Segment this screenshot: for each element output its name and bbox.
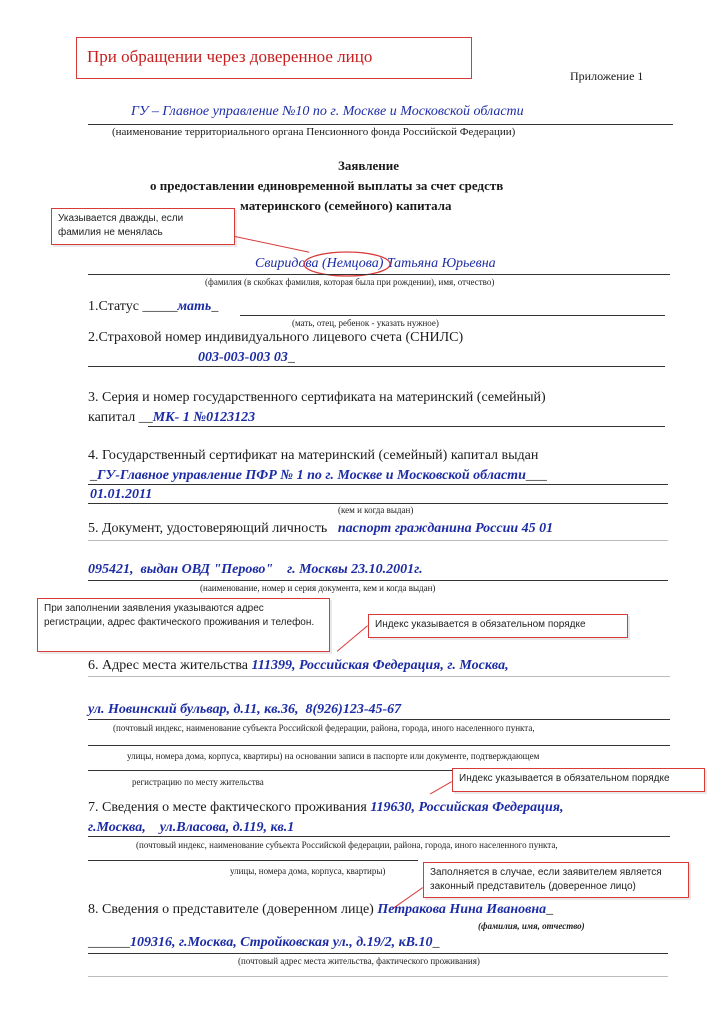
note-index-required-2: Индекс указывается в обязательном порядке (452, 768, 705, 792)
representative-row2: ______109316, г.Москва, Стройковская ул., д.19/2, кВ.10_ (88, 935, 440, 950)
status-line (240, 315, 665, 316)
representative-caption2: (почтовый адрес места жительства, фактического проживания) (238, 956, 480, 966)
actual-caption1: (почтовый индекс, наименование субъекта Российской федерации, района, города, иного населенного пункта, (136, 840, 558, 850)
certificate-label1: 3. Серия и номер государственного сертификата на материнский (семейный) (88, 390, 546, 405)
name-caption: (фамилия (в скобках фамилия, которая была при рождении), имя, отчество) (205, 277, 495, 287)
proxy-notice-box (76, 37, 472, 79)
document-line1 (88, 540, 668, 541)
bottom-line (88, 976, 668, 977)
note-index-arrow-1 (337, 625, 368, 651)
actual-value2: г.Москва, ул.Власова, д.119, кв.1 (88, 820, 295, 835)
note-index-arrow-2 (430, 781, 452, 794)
document-line2 (88, 580, 668, 581)
residence-value2: ул. Новинский бульвар, д.11, кв.36, 8(926)123-45-67 (88, 702, 402, 717)
status-label: 1.Статус _____мать_ (88, 299, 219, 314)
proxy-notice: При обращении через доверенное лицо (87, 47, 373, 66)
issued-label: 4. Государственный сертификат на материнский (семейный) капитал выдан (88, 448, 539, 463)
name-value: Свиридова (Немцова) Татьяна Юрьевна (255, 256, 496, 271)
issued-value1-row: _ГУ-Главное управление ПФР № 1 по г. Москве и Московской области___ (90, 468, 547, 483)
actual-line2 (88, 860, 418, 861)
document-label-row: 5. Документ, удостоверяющий личность паспорт гражданина России 45 01 (88, 521, 554, 536)
note-representative: Заполняется в случае, если заявителем является законный представитель (доверенное лицо) (423, 862, 689, 898)
residence-line3 (88, 745, 670, 746)
name-line (88, 274, 670, 275)
actual-line1 (88, 836, 670, 837)
representative-caption1: (фамилия, имя, отчество) (478, 921, 585, 931)
issued-caption: (кем и когда выдан) (338, 505, 414, 515)
note-surname-arrow (235, 236, 310, 253)
document-caption: (наименование, номер и серия документа, кем и когда выдан) (200, 583, 436, 593)
organ-line (88, 124, 673, 125)
residence-caption1: (почтовый индекс, наименование субъекта Российской федерации, района, города, иного населенного пункта, (113, 723, 535, 733)
representative-row: 8. Сведения о представителе (доверенном лице) Петракова Нина Ивановна_ (88, 902, 554, 917)
residence-caption3: регистрацию по месту жительства (132, 777, 264, 787)
certificate-label2: капитал __МК- 1 №0123123 (88, 410, 256, 425)
actual-row: 7. Сведения о месте фактического проживания 119630, Российская Федерация, (88, 800, 564, 815)
note-surname-twice: Указывается дважды, если фамилия не менялась (51, 208, 235, 245)
note-index-required-1: Индекс указывается в обязательном порядке (368, 614, 628, 638)
organ-value: ГУ – Главное управление №10 по г. Москве и Московской области (131, 104, 524, 119)
residence-line1 (88, 676, 670, 677)
document-value2: 095421, выдан ОВД "Перово" г. Москвы 23.10.2001г. (88, 562, 423, 577)
snils-value-row: 003-003-003 03_ (198, 350, 295, 365)
issued-line1 (88, 484, 668, 485)
residence-line2 (88, 719, 670, 720)
title-line3: материнского (семейного) капитала (240, 198, 452, 213)
title-line2: о предоставлении единовременной выплаты за счет средств (150, 178, 504, 193)
status-caption: (мать, отец, ребенок - указать нужное) (292, 318, 439, 328)
representative-line (88, 953, 668, 954)
note-address-rule: При заполнении заявления указываются адрес регистрации, адрес фактического проживания и телефон. (37, 598, 330, 652)
residence-caption2: улицы, номера дома, корпуса, квартиры) на основании записи в паспорте или документе, подтверждающем (127, 751, 540, 761)
organ-caption: (наименование территориального органа Пенсионного фонда Российской Федерации) (112, 126, 516, 138)
title-line1: Заявление (338, 158, 400, 173)
issued-value2: 01.01.2011 (90, 487, 153, 502)
issued-line2 (88, 503, 668, 504)
snils-line (88, 366, 665, 367)
actual-caption2: улицы, номера дома, корпуса, квартиры) (230, 866, 386, 876)
residence-row: 6. Адрес места жительства 111399, Российская Федерация, г. Москва, (88, 658, 509, 673)
certificate-line (148, 426, 665, 427)
snils-label: 2.Страховой номер индивидуального лицевого счета (СНИЛС) (88, 330, 464, 345)
appendix-label: Приложение 1 (570, 69, 644, 83)
